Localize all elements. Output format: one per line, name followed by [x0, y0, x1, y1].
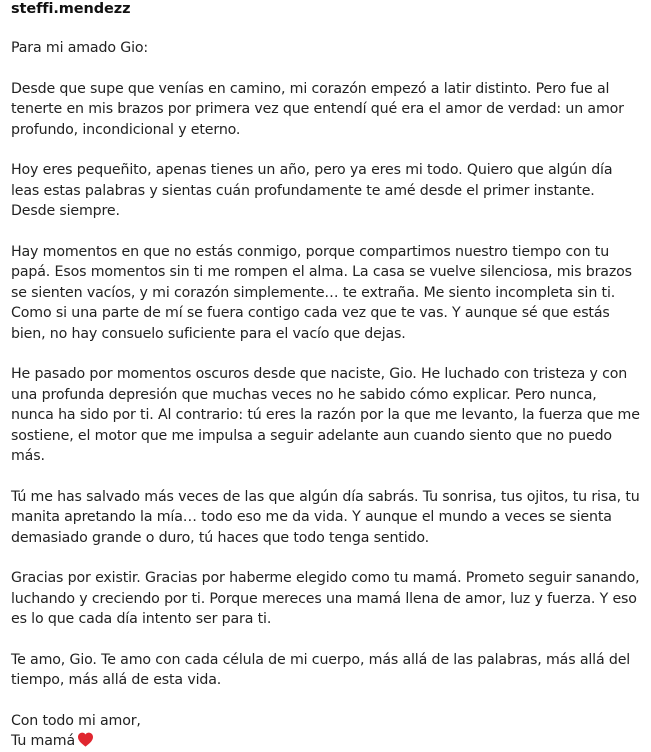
post-caption [11, 38, 643, 752]
caption-paragraph: Gracias por existir. Gracias por haberme elegido como tu mamá. Prometo seguir sanando, luchando y creciendo por ti. Porque mereces una mamá llena de amor, luz y fuerza. Y eso es lo que cada día intento ser para ti. [11, 570, 640, 627]
post-username[interactable]: steffi.mendezz [11, 1, 131, 17]
caption-paragraph: Hay momentos en que no estás conmigo, porque compartimos nuestro tiempo con tu papá. Esos momentos sin ti me rompen el alma. La casa se vuelve silenciosa, mis brazos se sienten vacíos, y mi corazón simplemente… te extraña. Me siento incompleta sin ti. Como si una parte de mí se fuera contigo cada vez que te vas. Y aunque sé que estás bien, no hay consuelo suficiente para el vacío que dejas. [11, 243, 632, 342]
heart-icon [77, 732, 94, 747]
caption-signature: Tu mamá [11, 733, 75, 749]
caption-closing: Con todo mi amor, [11, 712, 141, 729]
post-container [11, 0, 643, 752]
caption-signoff [11, 711, 643, 752]
caption-paragraph: He pasado por momentos oscuros desde que naciste, Gio. He luchado con tristeza y con una profunda depresión que muchas veces no he sabido cómo explicar. Pero nunca, nunca ha sido por ti. Al contrario: tú eres la razón por la que me levanto, la fuerza que me sostiene, el motor que me impulsa a seguir adelante aun cuando siento que no puedo más. [11, 366, 640, 464]
caption-paragraph: Te amo, Gio. Te amo con cada célula de mi cuerpo, más allá de las palabras, más allá del tiempo, más allá de esta vida. [11, 651, 631, 688]
caption-paragraph: Desde que supe que venías en camino, mi corazón empezó a latir distinto. Pero fue al tenerte en mis brazos por primera vez que entendí qué era el amor de verdad: un amor profundo, incondicional y eterno. [11, 80, 624, 138]
caption-greeting: Para mi amado Gio: [11, 40, 149, 56]
caption-paragraph: Tú me has salvado más veces de las que algún día sabrás. Tu sonrisa, tus ojitos, tu risa, tu manita apretando la mía… todo eso me da vida. Y aunque el mundo a veces se sienta demasiado grande o duro, tú haces que todo tenga sentido. [11, 488, 640, 546]
caption-paragraph: Hoy eres pequeñito, apenas tienes un año, pero ya eres mi todo. Quiero que algún día leas estas palabras y sientas cuán profundamente te amé desde el primer instante. Desde siempre. [11, 162, 613, 219]
